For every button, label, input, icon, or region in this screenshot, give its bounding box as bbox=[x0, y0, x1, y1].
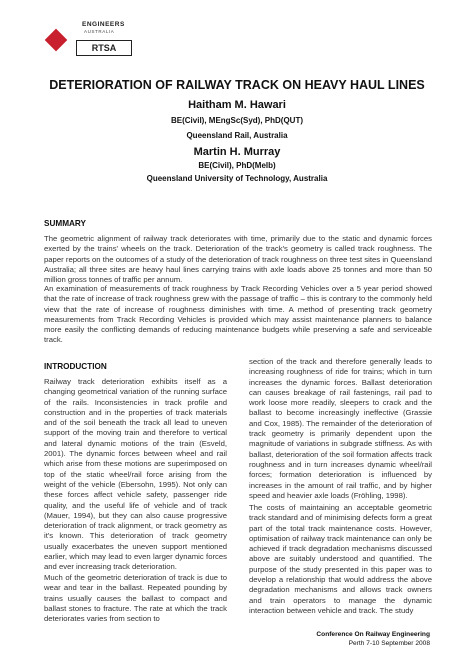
intro-right-paragraph-1: section of the track and therefore generally leads to increasing roughness of ride for trains; which in turn increases the dynamic forces. Ballast deterioration can causes breakage of rail fastenings, rail pad to work loose more readily, sleepers to crack and the ballast to become increasingly ineffective (Grassie and Cox, 1985). The remainder of the deterioration of track geometry is primarily dependent upon the magnitude of variations in subgrade stiffness. As with ballast, deterioration of the soil formation affects track roughness and in turn increases dynamic wheel/rail forces; formation deterioration is influenced by increases in the amount of rail traffic, and by higher speed and heavier axle loads (Fröhling, 1998). bbox=[249, 357, 432, 500]
author2-name: Martin H. Murray bbox=[193, 146, 281, 158]
summary-paragraph-2: An examination of measurements of track roughness by Track Recording Vehicles over a 5 year period showed that the rate of increase of track roughness grew with the passage of traffic – this is contrary to the commonly held view that the rate of increase of roughness diminishes with time. A method of presenting track geometry measurements from Track Recording Vehicles is provided which may assist maintenance planners to balance more easily the conflicting demands of reducing maintenance budgets while preserving a safe and serviceable track. bbox=[44, 284, 432, 345]
footer-conference: Conference On Railway Engineering bbox=[316, 631, 430, 638]
author2-degrees: BE(Civil), PhD(Melb) bbox=[198, 161, 276, 170]
intro-right-paragraph-2: The costs of maintaining an acceptable geometric track standard and of minimising defects form a great part of the total track maintenance costs. However, optimisation of railway track maintenance can only be achieved if track degradation mechanisms discussed above are suitably understood and quantified. The purpose of the study presented in this paper was to develop a relationship that would address the above degradation mechanisms and allows track owners and train operators to manage the dynamic interaction between vehicle and track. The study bbox=[249, 503, 432, 615]
footer-location: Perth 7-10 September 2008 bbox=[348, 640, 430, 647]
rtsa-logo bbox=[44, 18, 134, 64]
logo-diamond-icon bbox=[45, 29, 68, 52]
author1-degrees: BE(Civil), MEngSc(Syd), PhD(QUT) bbox=[171, 116, 303, 125]
intro-left-paragraph-2: Much of the geometric deterioration of track is due to wear and tear in the ballast. Repeated pounding by trains usually causes the ballast to compact and ballast stones to fracture. The rate at which the track deteriorates varies from section to bbox=[44, 573, 227, 624]
summary-paragraph-1: The geometric alignment of railway track deteriorates with time, primarily due to the static and dynamic forces exerted by the trains' wheels on the track. Deterioration of the track's geometry is called track roughness. The paper reports on the outcomes of a study of the deterioration of track roughness on three test sites in Queensland Australia; all three sites are heavy haul lines carrying trains with axle loads above 25 tonnes and more than 50 million gross tonnes of traffic per annum. bbox=[44, 234, 432, 285]
introduction-heading: INTRODUCTION bbox=[44, 362, 107, 371]
author1-affiliation: Queensland Rail, Australia bbox=[186, 131, 288, 140]
intro-left-paragraph-1: Railway track deterioration exhibits itself as a changing geometrical variation of the running surface of the rails. Inconsistencies in track profile and construction and in the properties of track materials and of the soil beneath the track all lead to uneven support of the moving train and therefore to vertical and lateral dynamic motions of the train (Esveld, 2001). The dynamic forces between wheel and rail which arise from these motions are superimposed on top of the static wheel/rail force arising from the weight of the vehicle (Ebersohn, 1995). Not only can these forces affect vehicle safety, passenger ride quality, and the useful life of vehicle and of track (Mauer, 1994), but they can also cause progressive deterioration of track alignment, or track geometry as it's known. This deterioration of track geometry usually exacerbates the uneven support mentioned earlier, which may lead to even larger dynamic forces and ever increasing track deterioration. bbox=[44, 377, 227, 572]
summary-heading: SUMMARY bbox=[44, 219, 86, 228]
logo-rtsa-box: RTSA bbox=[76, 40, 132, 56]
logo-australia-text: AUSTRALIA bbox=[84, 29, 115, 34]
author2-affiliation: Queensland University of Technology, Australia bbox=[146, 174, 328, 183]
paper-title: DETERIORATION OF RAILWAY TRACK ON HEAVY HAUL LINES bbox=[49, 78, 425, 92]
logo-engineers-text: ENGINEERS bbox=[82, 21, 125, 28]
author1-name: Haitham M. Hawari bbox=[188, 99, 286, 111]
